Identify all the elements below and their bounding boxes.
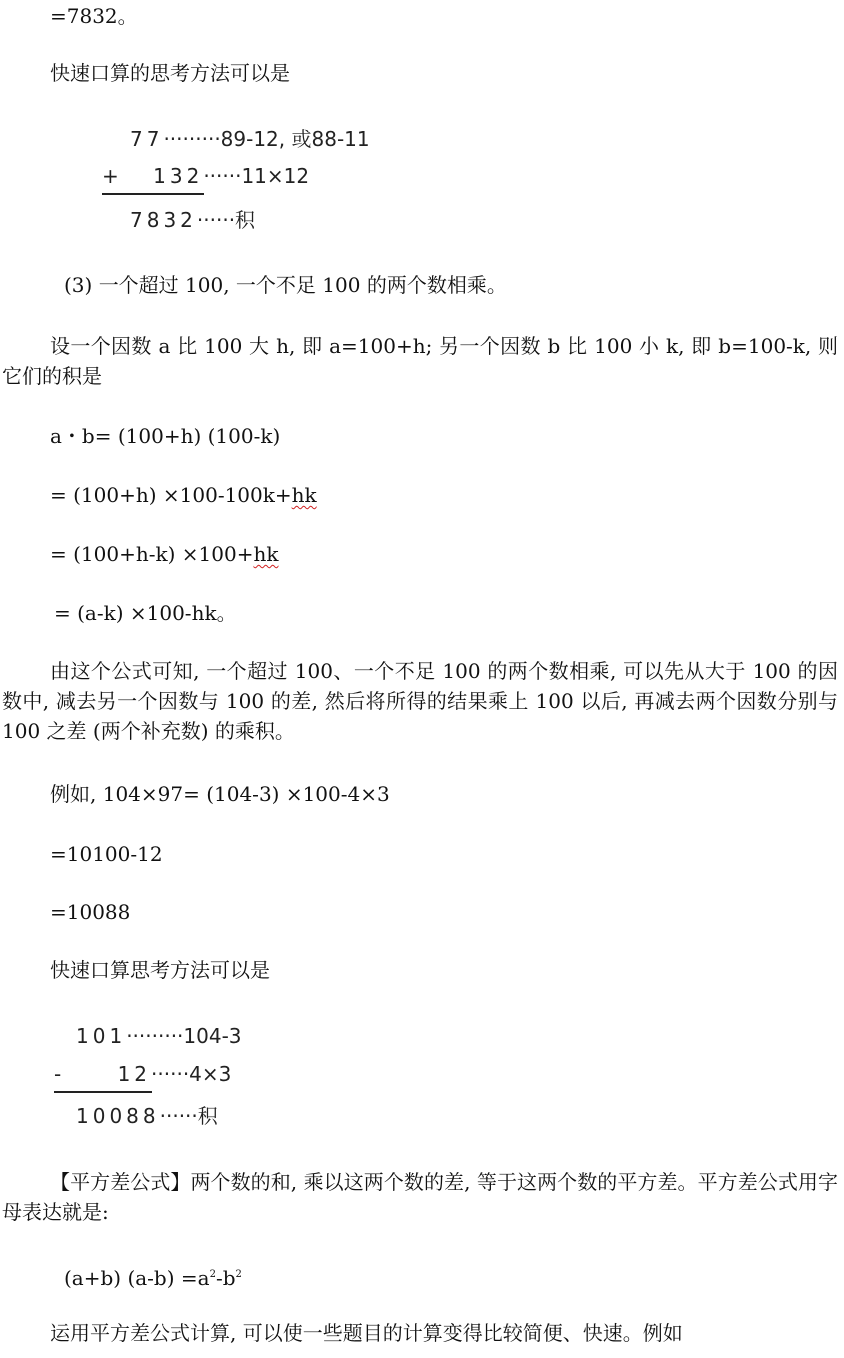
paragraph-difference-of-squares: 【平方差公式】两个数的和, 乘以这两个数的差, 等于这两个数的平方差。平方差公式用字母表达就是: [2,1170,838,1224]
case-3-heading: (3) 一个超过 100, 一个不足 100 的两个数相乘。 [64,273,507,297]
method-heading-1: 快速口算的思考方法可以是 [50,61,290,85]
calc1-rule [102,193,204,195]
calc1-row-3: 7832······积 [130,208,256,232]
formula-line-3: = (100+h-k) ×100+hk [50,542,279,566]
paragraph-explanation: 由这个公式可知, 一个超过 100、一个不足 100 的两个数相乘, 可以先从大于 100 的因数中, 减去另一个因数与 100 的差, 然后将所得的结果乘上 100 以后, 再减去两个因数分别与 100 之差 (两个补充数) 的乘积。 [2,659,838,743]
method-heading-2: 快速口算思考方法可以是 [50,958,270,982]
paragraph-setup: 设一个因数 a 比 100 大 h, 即 a=100+h; 另一个因数 b 比 100 小 k, 即 b=100-k, 则它们的积是 [2,334,838,388]
formula-line-2: = (100+h) ×100-100k+hk [50,483,317,507]
formula-line-4: = (a-k) ×100-hk。 [54,601,237,625]
result-line: =7832。 [50,4,138,28]
plus-sign: + [102,164,119,188]
example-line-3: =10088 [50,900,131,924]
paragraph-application: 运用平方差公式计算, 可以使一些题目的计算变得比较简便、快速。例如 [50,1321,683,1345]
calc2-row-3: 10088······积 [76,1104,218,1128]
example-line-1: 例如, 104×97= (104-3) ×100-4×3 [50,782,390,806]
spellcheck-mark: hk [253,542,279,566]
spellcheck-mark: hk [291,483,317,507]
calc2-row-1: 101·········104-3 [76,1024,242,1048]
calc1-row-2: + 132······11×12 [102,164,310,188]
calc2-row-2: - 12······4×3 [54,1062,232,1086]
formula-difference-of-squares: (a+b) $(a-b) =a^2-b^2$ [64,1266,242,1290]
example-line-2: =10100-12 [50,842,163,866]
formula-line-1: a・b= (100+h) (100-k) [50,424,281,448]
calc2-rule [54,1091,152,1093]
calc1-row-1: 77·········89-12, 或88-11 [130,127,370,151]
minus-sign: - [54,1062,62,1086]
